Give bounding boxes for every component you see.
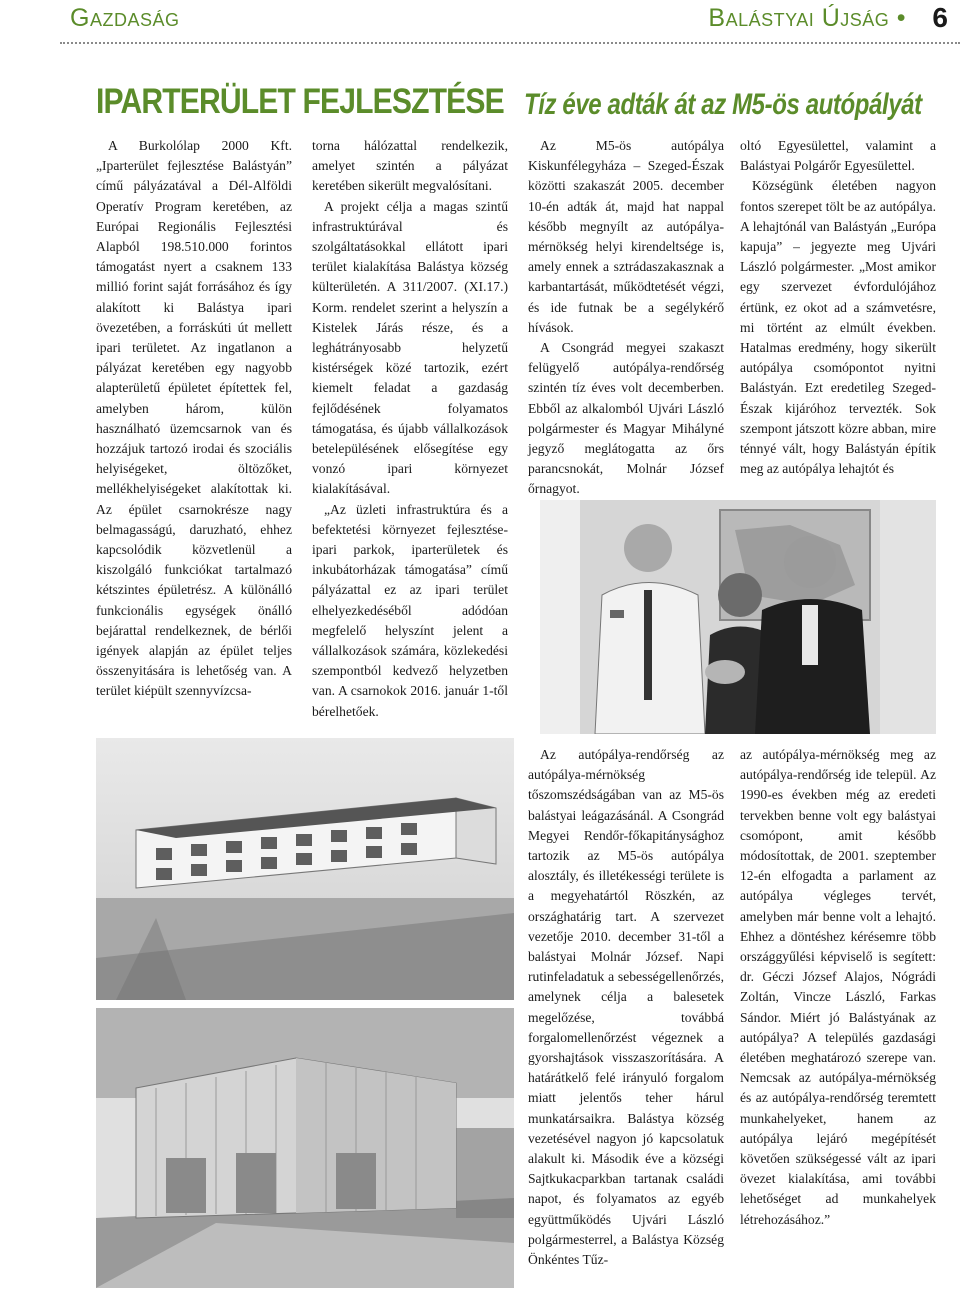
article2-column-2	[740, 136, 936, 498]
article2-column-3	[528, 745, 724, 1275]
paragraph: A projekt célja a magas szintű infrastruktúrával és szolgáltatásokkal ellátott ipari terület kialakítása Balástya község külterületén. A 311/2007. (XI.17.) Korm. rendelet szerint a helyszín a Kistelek Járás része, és a leghátrányosabb helyzetű kistérségek közé tartozik, ezért kiemelt feladat a gazdaság fejlődésének folyamatos támogatása, és újabb vállalkozások betelepülésének elősegítése egy vonzó ipari környezet kialakításával.	[312, 198, 508, 497]
article2-column-4	[740, 745, 936, 1275]
paragraph: Az M5-ös autópálya Kiskunfélegyháza – Szeged-Észak közötti szakaszát 2005. december 10-én adták át, majd hat nappal később megnyílt az autópálya-mérnökség helyi kirendeltsége is, amely ennek a sztrádaszakasznak a karbantartását, működtetését végzi, és ide futnak be a segélykérő hívások.	[528, 138, 724, 335]
paragraph: oltó Egyesülettel, valamint a Balástyai Polgárőr Egyesülettel.	[740, 138, 936, 174]
header-divider	[60, 42, 960, 44]
paragraph: A Burkolólap 2000 Kft. „Iparterület fejlesztése Balástyán” című pályázatával a Dél-Alföldi Operatív Program keretében, az Európai Regionális Fejlesztési Alapból 198.510.000 forintos támogatást nyert a csaknem 133 millió forint saját forrásához és így alakított ki Balástya ipari övezetében, a forráskúti út mellett ipari területet. Az ingatlanon a pályázat keretében egy nagyobb alapterületű épületet építettek fel, amelyben három, külön használható üzemcsarnok van és hozzájuk tartozó irodai és szociális helyiségeket, öltözőket, mellékhelyiségeket alakítottak ki. Az épület csarnokrésze nagy belmagasságú, daruzható, ehhez kapcsolódik közvetlenül a kiszolgáló funkciókat tartalmazó kétszintes épületrész. A különálló funkcionális egységek önálló bejárattal rendelkeznek, de bérlői igények alapján az épület teljes összenyitására is lehetőség van. A terület kiépült szennyvízcsa-	[96, 138, 292, 699]
publication-name	[708, 4, 906, 33]
paragraph: Községünk életében nagyon fontos szerepet tölt be az autópálya. A lehajtónál van Balástyán „Európa kapuja” – jegyezte meg Ujvári László polgármester. „Most amikor egy szervezet évfordulójához értünk, ez okot ad a számvetésre, mi történt az elmúlt években. Hatalmas eredmény, hogy sikerült autópálya csomópontot nyitni Balástyán. Ezt eredetileg Szeged-Észak kijáróhoz tervezték. Sok szempont játszott közre abban, mire ténnyé vált, hogy Balástyán építik meg az autópálya lehajtót és	[740, 178, 936, 477]
article2-column-1	[528, 136, 724, 498]
paragraph: „Az üzleti infrastruktúra és a befektetési környezet fejlesztése- ipari parkok, iparterületek és inkubátorházak támogatása” című pályázattal ez az ipari terület elhelyezkedéséből adódóan megfelelő helyszínt jelent a vállalkozások számára, közlekedési szempontból kedvező helyzetben van. A csarnokok 2016. január 1-től bérelhetőek.	[312, 501, 508, 719]
paragraph: az autópálya-mérnökség meg az autópálya-rendőrség ide települ. Az 1990-es években még az eredeti tervekben benne volt egy balástyai csomópont, amit később módosítottak, de 2001. szeptember 12-én elfogadta a parlament az autópálya végleges tervét, amelyben már benne volt a lehajtó. Ehhez a döntéshez kérésemre több országgyűlési képviselő is segített: dr. Géczi József Alajos, Nógrádi Zoltán, Vincze László, Farkas Sándor. Miért jó Balástyának az autópálya? A település gazdasági életében meghatározó szerepe van. Nemcsak az autópálya-mérnökség és az autópálya-rendőrség teremtett munkahelyeket, hanem az autópálya lejáró megépítését követően szükségessé vált az ipari övezet kialakítása, ami további lehetőséget ad munkahelyek létrehozásához.”	[740, 747, 936, 1227]
publication-title: Balástyai Újság	[708, 4, 890, 32]
photo-handshake	[540, 500, 936, 734]
article1-column-2	[312, 136, 508, 724]
section-name: Gazdaság	[70, 4, 180, 32]
page-header	[0, 0, 960, 44]
article1-title: IPARTERÜLET FEJLESZTÉSE	[96, 82, 504, 121]
paragraph: torna hálózattal rendelkezik, amelyet szintén a pályázat keretében sikerült megvalósítani.	[312, 138, 508, 194]
article1-column-1	[96, 136, 292, 724]
paragraph: Az autópálya-rendőrség az autópálya-mérnökség tőszomszédságában van az M5-ös balástyai leágazásánál. A Csongrád Megyei Rendőr-főkapitánysághoz tartozik az M5-ös autópálya alosztály, és illetékességi területe is a megyehatártól Röszkén, az országhatárig tart. A szervezet vezetője 2010. december 31-től a balástyai Molnár József. Napi rutinfeladatuk a sebességellenőrzés, amelynek célja a balesetek megelőzése, továbbá forgalomellenőrzést végeznek a gyorshajtások visszaszorítására. A határátkelő felé irányuló forgalom miatt jelentős teher hárul munkatársaikra. Balástya község vezetésével nagyon jó kapcsolatuk alakult ki. Második éve a községi Sajtkukacparkban tartanak családi napot, és folyamatos az egyéb együttműködés Ujvári László polgármesterrel, a Balástya Község Önkéntes Tűz-	[528, 747, 724, 1268]
page-number: 6	[932, 2, 948, 33]
photo-office-building	[96, 738, 514, 1000]
paragraph: A Csongrád megyei szakaszt felügyelő autópálya-rendőrség szintén tíz éves volt decemberben. Ebből az alkalomból Ujvári László polgármester és Magyar Mihályné jegyző meglátogatta az őrs parancsnokát, Molnár József őrnagyot.	[528, 340, 724, 497]
article2-title: Tíz éve adták át az M5-ös autópályát	[524, 88, 922, 121]
photo-industrial-hall	[96, 1008, 514, 1288]
separator-bullet: •	[896, 4, 906, 32]
